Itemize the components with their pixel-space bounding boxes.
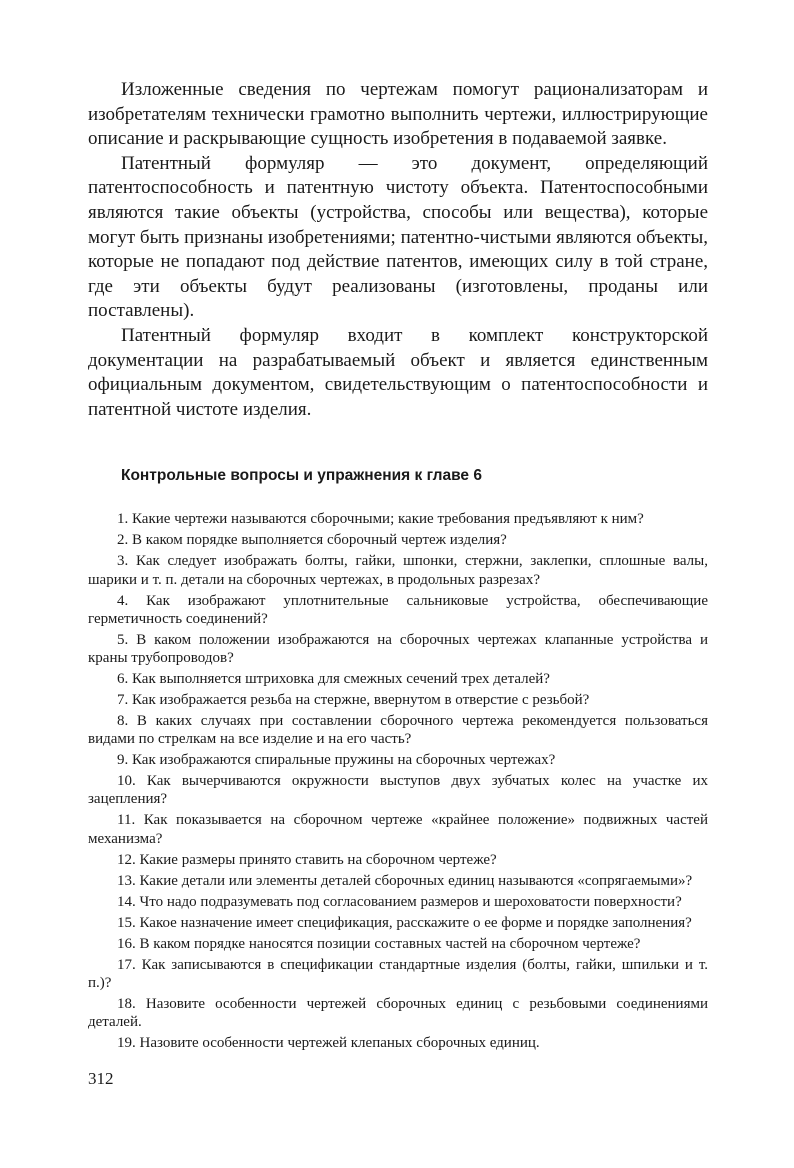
question-item: 6. Как выполняется штриховка для смежных сечений трех деталей? xyxy=(117,670,550,687)
question-item: 7. Как изображается резьба на стержне, ввернутом в отверстие с резьбой? xyxy=(117,691,590,708)
question-item: 14. Что надо подразумевать под согласованием размеров и шероховатости поверхности? xyxy=(117,893,682,910)
question-item: 13. Какие детали или элементы деталей сборочных единиц называются «сопрягаемыми»? xyxy=(117,872,693,889)
question-item: 9. Как изображаются спиральные пружины на сборочных чертежах? xyxy=(117,752,556,769)
question-item: 2. В каком порядке выполняется сборочный чертеж изделия? xyxy=(117,532,507,549)
paragraph-2: Патентный формуляр — это документ, определяющий патентоспособность и патентную чистоту объекта. Патентоспособными являются такие объекты (устройства, способы или вещества), которые могут быть признаны изобретениями; патентно-чистыми являются объекты, которые не попадают под действие патентов, имеющих силу в той стране, где эти объекты будут реализованы (изготовлены, проданы или поставлены). xyxy=(88,152,708,322)
paragraph-3: Патентный формуляр входит в комплект конструкторской документации на разрабатываемый объект и является единственным официальным документом, свидетельствующим о патентоспособности и патентной чистоте изделия. xyxy=(88,324,708,420)
question-item: 15. Какое назначение имеет спецификация, расскажите о ее форме и порядке заполнения? xyxy=(117,914,692,931)
question-item: 11. Как показывается на сборочном чертеже «крайнее положение» подвижных частей механизма? xyxy=(88,812,708,847)
question-item: 18. Назовите особенности чертежей сборочных единиц с резьбовыми соединениями деталей. xyxy=(88,995,708,1030)
question-item: 19. Назовите особенности чертежей клепаных сборочных единиц. xyxy=(117,1034,540,1051)
question-item: 8. В каких случаях при составлении сборочного чертежа рекомендуется пользоваться видами по стрелкам на все изделие и на его часть? xyxy=(88,712,708,748)
question-item: 4. Как изображают уплотнительные сальниковые устройства, обеспечивающие герметичность соединений? xyxy=(88,592,708,627)
section-heading: Контрольные вопросы и упражнения к главе 6 xyxy=(121,467,482,485)
question-item: 16. В каком порядке наносятся позиции составных частей на сборочном чертеже? xyxy=(117,935,641,952)
body-text xyxy=(88,78,708,422)
question-item: 17. Как записываются в спецификации стандартные изделия (болты, гайки, шпильки и т. п.)? xyxy=(88,956,708,991)
question-item: 12. Какие размеры принято ставить на сборочном чертеже? xyxy=(117,851,497,868)
question-item: 3. Как следует изображать болты, гайки, шпонки, стержни, заклепки, сплошные валы, шарики и т. п. детали на сборочных чертежах, в продольных разрезах? xyxy=(88,553,708,588)
paragraph-1: Изложенные сведения по чертежам помогут рационализаторам и изобретателям технически грамотно выполнить чертежи, иллюстрирующие описание и раскрывающие сущность изобретения в подаваемой заявке. xyxy=(88,79,708,150)
question-item: 1. Какие чертежи называются сборочными; какие требования предъявляют к ним? xyxy=(117,511,644,528)
page-content xyxy=(88,78,708,1055)
questions-list xyxy=(88,510,708,1052)
question-item: 5. В каком положении изображаются на сборочных чертежах клапанные устройства и краны трубопроводов? xyxy=(88,631,708,666)
page-number: 312 xyxy=(88,1069,114,1088)
question-item: 10. Как вычерчиваются окружности выступов двух зубчатых колес на участке их зацепления? xyxy=(88,773,708,808)
